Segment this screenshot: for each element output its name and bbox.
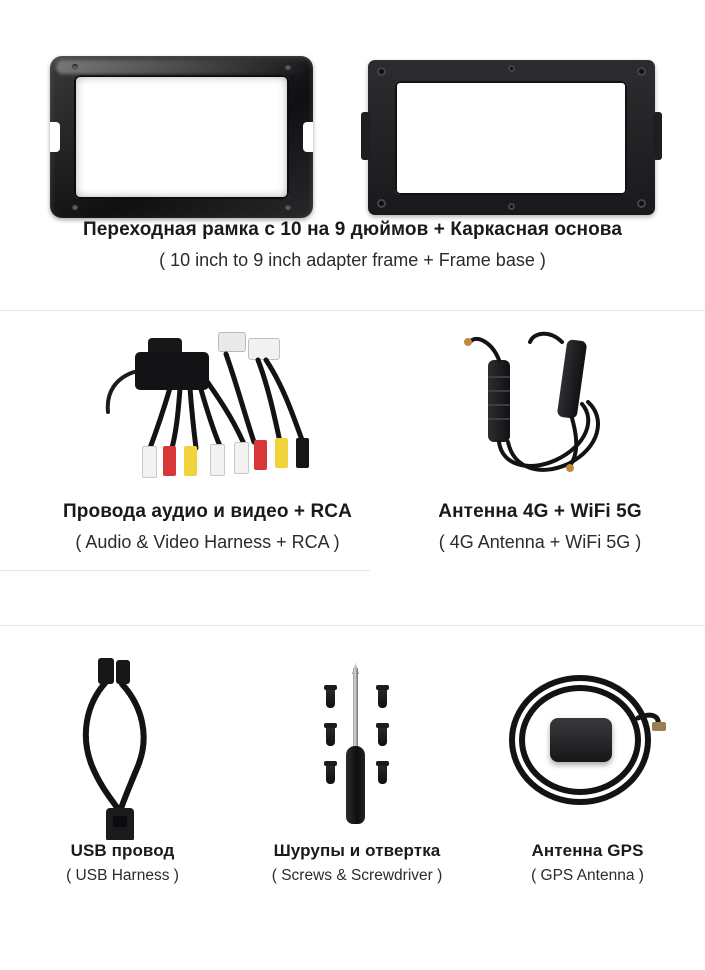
rca-plug-yellow [184, 446, 197, 476]
screwdriver-icon [346, 662, 366, 832]
frame-base-screw [508, 65, 515, 72]
frame-base-image [368, 60, 655, 215]
antenna-rib [488, 418, 510, 420]
antenna-cables [390, 320, 690, 495]
adapter-frame-hole [72, 204, 78, 210]
rca-plug-red [254, 440, 267, 470]
harness-caption-ru: Провода аудио и видео + RCA [63, 501, 352, 522]
screws-caption-ru: Шурупы и отвертка [273, 841, 441, 860]
cell-antenna-4g-wifi [390, 320, 690, 552]
gps-caption-en: ( GPS Antenna ) [531, 867, 644, 885]
section-accessories [0, 640, 705, 940]
frame-base-tab-right [653, 112, 662, 160]
cell-gps-antenna [480, 640, 695, 885]
rca-plug-white [142, 446, 157, 478]
frame-base-screw [508, 203, 515, 210]
gps-antenna-image [480, 640, 695, 840]
cell-usb-harness [10, 640, 235, 885]
usb-cable [10, 640, 235, 840]
rca-plug-red [163, 446, 176, 476]
gps-caption-block [480, 840, 695, 886]
frame-base-screw [377, 67, 386, 76]
frame-base-screw [637, 67, 646, 76]
divider-line-1 [0, 310, 705, 311]
antenna-connector-gold [566, 464, 574, 472]
antenna-rib [488, 376, 510, 378]
screws-caption-block [232, 840, 482, 886]
usb-caption-block [10, 840, 235, 886]
antenna-caption-block [390, 500, 690, 554]
adapter-frame-hole [285, 204, 291, 210]
usb-caption-ru: USB провод [70, 841, 175, 860]
rca-plug-black [296, 438, 309, 468]
frame-base-screw [377, 199, 386, 208]
harness-caption-en: ( Audio & Video Harness + RCA ) [75, 531, 340, 552]
gps-caption-ru: Антенна GPS [531, 841, 644, 860]
rca-plug-white [210, 444, 225, 476]
frame-base-tab-left [361, 112, 370, 160]
screw-icon [326, 764, 335, 784]
adapter-frame-image [50, 56, 313, 218]
section-harness-antenna [0, 320, 705, 605]
harness-cables [30, 320, 385, 495]
harness-caption-block [30, 500, 385, 554]
screw-icon [378, 764, 387, 784]
screwdriver-shaft [353, 668, 358, 750]
gps-antenna-puck [550, 718, 612, 762]
screw-icon [326, 726, 335, 746]
antenna-caption-en: ( 4G Antenna + WiFi 5G ) [438, 531, 642, 552]
adapter-frame-notch-left [50, 122, 60, 152]
antenna-rib [488, 404, 510, 406]
frames-caption-block [0, 218, 705, 272]
antenna-4g-wifi-image [390, 320, 690, 495]
audio-video-harness-image [30, 320, 385, 495]
screw-icon [326, 688, 335, 708]
screws-caption-en: ( Screws & Screwdriver ) [271, 867, 443, 885]
frame-base-screw [637, 199, 646, 208]
screws-screwdriver-image [232, 640, 482, 840]
adapter-frame-gloss [56, 60, 306, 74]
antenna-rib [488, 390, 510, 392]
divider-line-2 [0, 570, 370, 571]
section-frames [0, 0, 705, 300]
adapter-frame-notch-right [303, 122, 313, 152]
frames-caption-en: ( 10 inch to 9 inch adapter frame + Frame base ) [159, 249, 546, 270]
screw-icon [378, 688, 387, 708]
screw-icon [378, 726, 387, 746]
usb-caption-en: ( USB Harness ) [66, 867, 179, 885]
antenna-connector-gold [464, 338, 472, 346]
rca-plug-yellow [275, 438, 288, 468]
frames-image-row [0, 28, 705, 198]
cell-screws-screwdriver [232, 640, 482, 885]
usb-harness-image [10, 640, 235, 840]
frames-caption-ru: Переходная рамка с 10 на 9 дюймов + Каркасная основа [82, 219, 623, 240]
screwdriver-handle [346, 746, 365, 824]
antenna-caption-ru: Антенна 4G + WiFi 5G [438, 501, 642, 522]
divider-line-3 [0, 625, 705, 626]
cell-audio-video-harness [30, 320, 385, 552]
adapter-frame-hole [72, 64, 78, 70]
rca-plug-white [234, 442, 249, 474]
adapter-frame-hole [285, 64, 291, 70]
